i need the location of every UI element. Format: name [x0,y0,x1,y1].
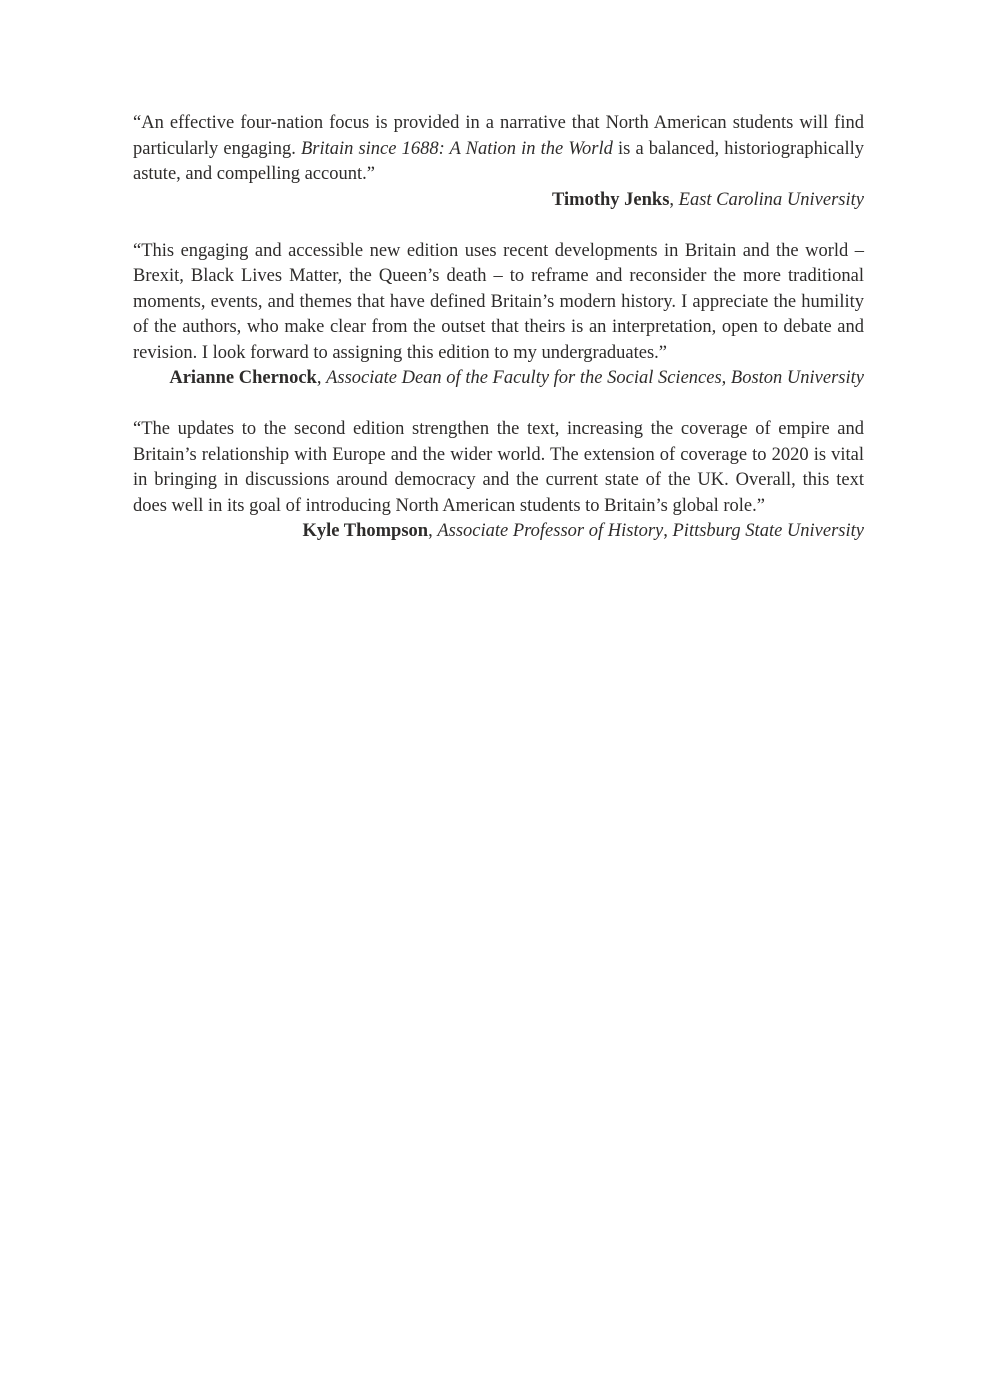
text-segment: , [316,368,327,388]
review-attribution [133,519,864,545]
review-quote [133,111,864,188]
text-segment: , [721,368,731,388]
text-segment: Britain since 1688: A Nation in the World [300,138,613,159]
text-segment: , [663,521,673,541]
text-segment: , [428,521,438,541]
text-segment: Associate Dean of the Faculty for the Social Sciences [326,368,722,388]
text-segment: , [669,189,679,210]
review-quote [133,417,864,519]
review-block [133,239,864,392]
text-segment: is a balanced, historiographically astute, and compelling account.” [133,138,865,184]
text-segment: Arianne Chernock [169,368,317,388]
text-segment: “The updates to the second edition strengthen the text, increasing the coverage of empire and Britain’s relationship with Europe and the wider world. The extension of coverage to 2020 is vital in bringing in discussions around democracy and the current state of the UK. Overall, this text does well in its goal of introducing North American students to Britain’s global role.” [133,419,864,516]
review-quote [133,239,864,367]
endorsements-section [133,111,864,545]
text-segment: “An effective four-nation focus is provided in a narrative that North American students will find particularly engaging. [133,113,864,159]
text-segment: East Carolina University [678,189,864,210]
text-segment: Pittsburg State University [672,521,864,541]
review-attribution [133,366,864,392]
text-segment: Associate Professor of History [437,521,664,541]
text-segment: Timothy Jenks [552,189,670,210]
review-attribution [133,188,864,214]
text-segment: Boston University [730,368,864,388]
review-block [133,111,864,213]
text-segment: Kyle Thompson [302,521,429,541]
review-block [133,417,864,545]
text-segment: “This engaging and accessible new edition uses recent developments in Britain and the world – Brexit, Black Lives Matter, the Queen’s death – to reframe and reconsider the more traditional moments, events, and themes that have defined Britain’s modern history. I appreciate the humility of the authors, who make clear from the outset that theirs is an interpretation, open to debate and revision. I look forward to assigning this edition to my undergraduates.” [133,240,864,363]
